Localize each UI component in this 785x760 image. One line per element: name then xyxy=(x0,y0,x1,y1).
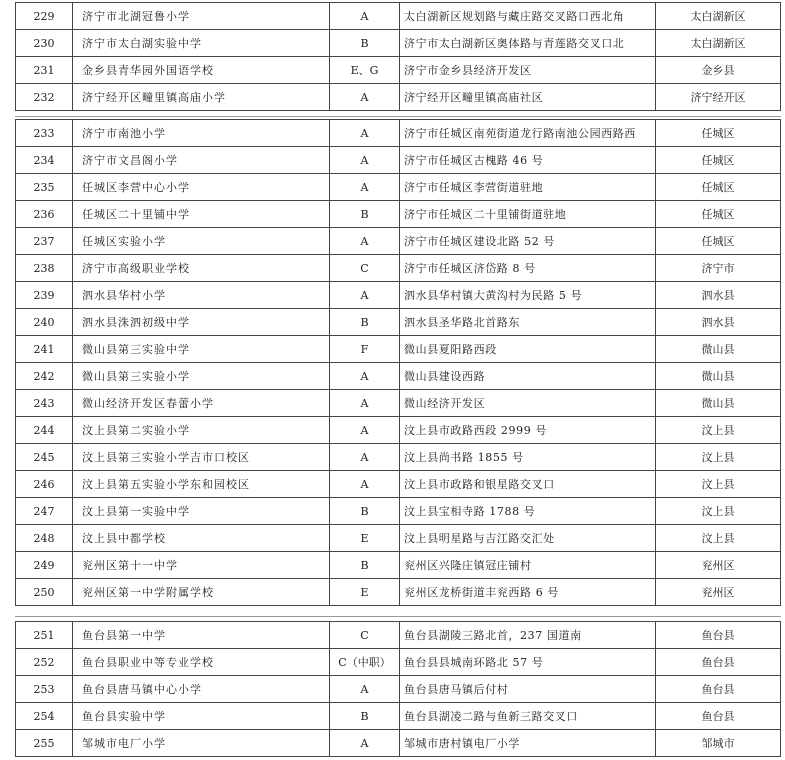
school-type-cell: A xyxy=(329,147,399,173)
school-name-cell: 微山县第三实验中学 xyxy=(72,336,329,362)
table-row xyxy=(15,200,781,227)
row-number-cell: 233 xyxy=(15,120,72,146)
school-address-cell: 兖州区兴隆庄镇冠庄铺村 xyxy=(399,552,655,578)
school-name-cell: 兖州区第十一中学 xyxy=(72,552,329,578)
table-section-1 xyxy=(15,2,781,111)
school-address-cell: 济宁市太白湖新区奥体路与青莲路交叉口北 xyxy=(399,30,655,56)
school-district-cell: 泗水县 xyxy=(655,282,781,308)
row-number-cell: 243 xyxy=(15,390,72,416)
school-name-cell: 济宁经开区疃里镇高庙小学 xyxy=(72,84,329,110)
row-number-cell: 247 xyxy=(15,498,72,524)
row-number-cell: 238 xyxy=(15,255,72,281)
school-name-cell: 汶上县第二实验小学 xyxy=(72,417,329,443)
school-type-cell: C xyxy=(329,255,399,281)
school-address-cell: 太白湖新区规划路与藏庄路交叉路口西北角 xyxy=(399,3,655,29)
row-number-cell: 249 xyxy=(15,552,72,578)
school-type-cell: A xyxy=(329,363,399,389)
school-district-cell: 汶上县 xyxy=(655,498,781,524)
school-address-cell: 济宁市任城区建设北路 52 号 xyxy=(399,228,655,254)
table-row xyxy=(15,362,781,389)
table-row xyxy=(15,173,781,200)
school-type-cell: A xyxy=(329,120,399,146)
school-district-cell: 济宁市 xyxy=(655,255,781,281)
section-divider xyxy=(15,616,781,617)
row-number-cell: 235 xyxy=(15,174,72,200)
school-address-cell: 汶上县明星路与吉江路交汇处 xyxy=(399,525,655,551)
school-district-cell: 任城区 xyxy=(655,174,781,200)
school-address-cell: 汶上县市政路和银星路交叉口 xyxy=(399,471,655,497)
school-district-cell: 鱼台县 xyxy=(655,649,781,675)
school-type-cell: A xyxy=(329,3,399,29)
school-district-cell: 太白湖新区 xyxy=(655,30,781,56)
row-number-cell: 231 xyxy=(15,57,72,83)
table-row xyxy=(15,497,781,524)
row-number-cell: 239 xyxy=(15,282,72,308)
school-address-cell: 鱼台县县城南环路北 57 号 xyxy=(399,649,655,675)
row-number-cell: 230 xyxy=(15,30,72,56)
school-name-cell: 微山县第三实验小学 xyxy=(72,363,329,389)
table-row xyxy=(15,83,781,111)
school-district-cell: 微山县 xyxy=(655,390,781,416)
school-name-cell: 邹城市电厂小学 xyxy=(72,730,329,756)
school-type-cell: E、G xyxy=(329,57,399,83)
school-type-cell: B xyxy=(329,30,399,56)
section-divider xyxy=(15,116,781,117)
school-type-cell: A xyxy=(329,730,399,756)
school-district-cell: 微山县 xyxy=(655,336,781,362)
school-type-cell: B xyxy=(329,552,399,578)
table-row xyxy=(15,308,781,335)
school-address-cell: 泗水县华村镇大黄沟村为民路 5 号 xyxy=(399,282,655,308)
school-type-cell: A xyxy=(329,282,399,308)
row-number-cell: 246 xyxy=(15,471,72,497)
school-name-cell: 鱼台县唐马镇中心小学 xyxy=(72,676,329,702)
school-name-cell: 任城区李营中心小学 xyxy=(72,174,329,200)
school-name-cell: 任城区二十里铺中学 xyxy=(72,201,329,227)
school-address-cell: 济宁市任城区李营街道驻地 xyxy=(399,174,655,200)
table-row xyxy=(15,443,781,470)
school-district-cell: 鱼台县 xyxy=(655,703,781,729)
row-number-cell: 245 xyxy=(15,444,72,470)
table-row xyxy=(15,470,781,497)
table-row xyxy=(15,29,781,56)
table-row xyxy=(15,227,781,254)
school-type-cell: B xyxy=(329,201,399,227)
school-type-cell: B xyxy=(329,703,399,729)
table-row xyxy=(15,702,781,729)
school-name-cell: 微山经济开发区春蕾小学 xyxy=(72,390,329,416)
school-address-cell: 汶上县宝相寺路 1788 号 xyxy=(399,498,655,524)
row-number-cell: 244 xyxy=(15,417,72,443)
row-number-cell: 236 xyxy=(15,201,72,227)
school-name-cell: 济宁市文昌阁小学 xyxy=(72,147,329,173)
school-district-cell: 任城区 xyxy=(655,147,781,173)
row-number-cell: 251 xyxy=(15,622,72,648)
row-number-cell: 252 xyxy=(15,649,72,675)
school-name-cell: 兖州区第一中学附属学校 xyxy=(72,579,329,605)
school-name-cell: 泗水县华村小学 xyxy=(72,282,329,308)
school-name-cell: 鱼台县职业中等专业学校 xyxy=(72,649,329,675)
school-address-cell: 微山经济开发区 xyxy=(399,390,655,416)
table-section-2 xyxy=(15,119,781,606)
table-row xyxy=(15,56,781,83)
school-district-cell: 汶上县 xyxy=(655,525,781,551)
school-name-cell: 汶上县中都学校 xyxy=(72,525,329,551)
school-type-cell: A xyxy=(329,417,399,443)
school-address-cell: 鱼台县唐马镇后付村 xyxy=(399,676,655,702)
school-address-cell: 济宁市任城区古槐路 46 号 xyxy=(399,147,655,173)
school-district-cell: 兖州区 xyxy=(655,552,781,578)
school-district-cell: 任城区 xyxy=(655,228,781,254)
school-name-cell: 汶上县第三实验小学吉市口校区 xyxy=(72,444,329,470)
school-name-cell: 鱼台县实验中学 xyxy=(72,703,329,729)
school-address-cell: 济宁市任城区二十里铺街道驻地 xyxy=(399,201,655,227)
row-number-cell: 248 xyxy=(15,525,72,551)
school-district-cell: 任城区 xyxy=(655,201,781,227)
school-type-cell: A xyxy=(329,228,399,254)
school-type-cell: A xyxy=(329,84,399,110)
school-name-cell: 济宁市北湖冠鲁小学 xyxy=(72,3,329,29)
row-number-cell: 255 xyxy=(15,730,72,756)
row-number-cell: 232 xyxy=(15,84,72,110)
row-number-cell: 250 xyxy=(15,579,72,605)
table-row xyxy=(15,389,781,416)
school-name-cell: 鱼台县第一中学 xyxy=(72,622,329,648)
school-district-cell: 金乡县 xyxy=(655,57,781,83)
school-address-cell: 济宁经开区疃里镇高庙社区 xyxy=(399,84,655,110)
school-address-cell: 鱼台县湖凌二路与鱼新三路交叉口 xyxy=(399,703,655,729)
table-row xyxy=(15,416,781,443)
school-type-cell: F xyxy=(329,336,399,362)
school-district-cell: 太白湖新区 xyxy=(655,3,781,29)
school-district-cell: 任城区 xyxy=(655,120,781,146)
school-type-cell: A xyxy=(329,444,399,470)
school-name-cell: 任城区实验小学 xyxy=(72,228,329,254)
row-number-cell: 237 xyxy=(15,228,72,254)
school-name-cell: 济宁市太白湖实验中学 xyxy=(72,30,329,56)
school-name-cell: 汶上县第五实验小学东和园校区 xyxy=(72,471,329,497)
school-address-cell: 汶上县市政路西段 2999 号 xyxy=(399,417,655,443)
table-row xyxy=(15,254,781,281)
row-number-cell: 240 xyxy=(15,309,72,335)
school-address-cell: 汶上县尚书路 1855 号 xyxy=(399,444,655,470)
school-type-cell: B xyxy=(329,498,399,524)
row-number-cell: 253 xyxy=(15,676,72,702)
table-row xyxy=(15,729,781,757)
school-district-cell: 汶上县 xyxy=(655,444,781,470)
table-row xyxy=(15,2,781,29)
school-address-cell: 微山县夏阳路西段 xyxy=(399,336,655,362)
school-name-cell: 济宁市南池小学 xyxy=(72,120,329,146)
school-type-cell: A xyxy=(329,390,399,416)
school-type-cell: A xyxy=(329,676,399,702)
table-row xyxy=(15,524,781,551)
school-name-cell: 济宁市高级职业学校 xyxy=(72,255,329,281)
table-row xyxy=(15,146,781,173)
row-number-cell: 229 xyxy=(15,3,72,29)
table-row xyxy=(15,551,781,578)
table-row xyxy=(15,675,781,702)
table-row xyxy=(15,281,781,308)
school-type-cell: B xyxy=(329,309,399,335)
school-address-cell: 邹城市唐村镇电厂小学 xyxy=(399,730,655,756)
school-district-cell: 微山县 xyxy=(655,363,781,389)
school-type-cell: A xyxy=(329,471,399,497)
school-district-cell: 鱼台县 xyxy=(655,676,781,702)
table-row xyxy=(15,621,781,648)
school-name-cell: 汶上县第一实验中学 xyxy=(72,498,329,524)
school-district-cell: 邹城市 xyxy=(655,730,781,756)
school-name-cell: 金乡县青华园外国语学校 xyxy=(72,57,329,83)
school-address-cell: 济宁市金乡县经济开发区 xyxy=(399,57,655,83)
school-address-cell: 济宁市任城区南苑街道龙行路南池公园西路西 xyxy=(399,120,655,146)
school-district-cell: 汶上县 xyxy=(655,471,781,497)
school-type-cell: A xyxy=(329,174,399,200)
row-number-cell: 254 xyxy=(15,703,72,729)
school-address-cell: 济宁市任城区济岱路 8 号 xyxy=(399,255,655,281)
school-district-cell: 济宁经开区 xyxy=(655,84,781,110)
table-row xyxy=(15,578,781,606)
school-district-cell: 汶上县 xyxy=(655,417,781,443)
school-district-cell: 鱼台县 xyxy=(655,622,781,648)
school-type-cell: E xyxy=(329,525,399,551)
table-row xyxy=(15,648,781,675)
school-type-cell: C xyxy=(329,622,399,648)
table-row xyxy=(15,335,781,362)
school-address-cell: 微山县建设西路 xyxy=(399,363,655,389)
table-row xyxy=(15,119,781,146)
school-district-cell: 兖州区 xyxy=(655,579,781,605)
school-name-cell: 泗水县洙泗初级中学 xyxy=(72,309,329,335)
row-number-cell: 234 xyxy=(15,147,72,173)
school-address-cell: 兖州区龙桥街道丰兖西路 6 号 xyxy=(399,579,655,605)
school-type-cell: C（中职） xyxy=(329,649,399,675)
school-type-cell: E xyxy=(329,579,399,605)
school-address-cell: 鱼台县湖陵三路北首，237 国道南 xyxy=(399,622,655,648)
table-section-3 xyxy=(15,621,781,757)
school-district-cell: 泗水县 xyxy=(655,309,781,335)
school-address-cell: 泗水县圣华路北首路东 xyxy=(399,309,655,335)
row-number-cell: 242 xyxy=(15,363,72,389)
row-number-cell: 241 xyxy=(15,336,72,362)
